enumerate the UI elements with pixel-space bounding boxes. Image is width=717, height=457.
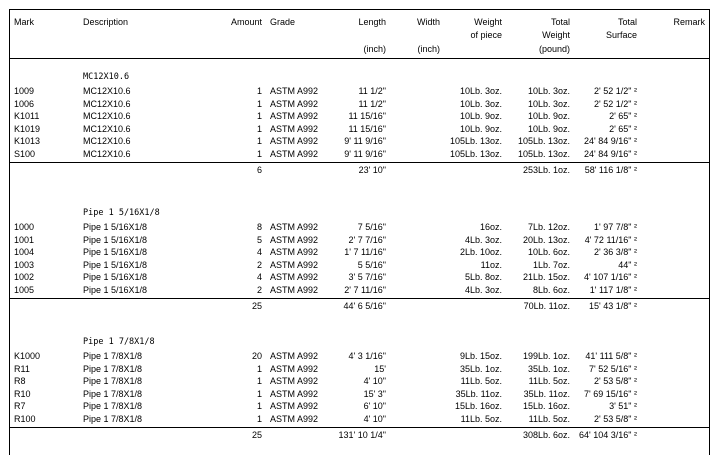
subtotal-length: 131' 10 1/4" xyxy=(338,430,386,440)
subtotal-divider xyxy=(10,162,709,163)
cell-grade: ASTM A992 xyxy=(270,123,319,134)
subtotal-total-surface: 64' 104 3/16" ² xyxy=(579,430,637,440)
cell-total-surface: 2' 52 1/2" ² xyxy=(594,86,637,96)
cell-mark: 1006 xyxy=(14,98,35,109)
cell-amount: 1 xyxy=(256,376,262,386)
cell-mark: 1009 xyxy=(14,86,35,96)
header-total-surface-line2: Surface xyxy=(605,30,637,40)
cell-mark: K1000 xyxy=(14,351,41,361)
cell-mark: K1013 xyxy=(14,136,41,146)
cell-description: Pipe 1 5/16X1/8 xyxy=(83,247,148,257)
cell-total-weight: 8Lb. 6oz. xyxy=(532,284,570,295)
cell-grade: ASTM A992 xyxy=(270,136,319,146)
cell-mark: 1003 xyxy=(14,259,35,270)
cell-length: 5 5/16" xyxy=(357,259,386,270)
cell-total-weight: 10Lb. 3oz. xyxy=(527,86,570,96)
cell-total-surface: 2' 53 5/8" ² xyxy=(594,376,637,386)
cell-grade: ASTM A992 xyxy=(270,86,319,96)
cell-amount: 1 xyxy=(256,401,262,411)
section-title: Pipe 1 5/16X1/8 xyxy=(83,208,160,218)
cell-total-weight: 105Lb. 13oz. xyxy=(517,148,570,159)
cell-amount: 1 xyxy=(256,111,262,121)
cell-description: MC12X10.6 xyxy=(83,111,131,121)
cell-grade: ASTM A992 xyxy=(270,401,319,411)
cell-total-surface: 2' 53 5/8" ² xyxy=(594,413,637,424)
cell-amount: 1 xyxy=(256,136,262,146)
cell-total-weight: 10Lb. 3oz. xyxy=(527,98,570,109)
cell-description: MC12X10.6 xyxy=(83,148,131,159)
cell-description: Pipe 1 5/16X1/8 xyxy=(83,284,148,295)
header-description: Description xyxy=(83,17,129,27)
cell-length: 1' 7 11/16" xyxy=(344,247,386,257)
cell-mark: R11 xyxy=(14,363,30,374)
cell-length: 11 1/2" xyxy=(358,86,386,96)
cell-weight: 10Lb. 3oz. xyxy=(459,98,502,109)
cell-grade: ASTM A992 xyxy=(270,272,319,282)
cell-mark: K1019 xyxy=(14,123,41,134)
cell-grade: ASTM A992 xyxy=(270,111,319,121)
header-total-weight-unit: (pound) xyxy=(538,44,570,54)
cell-length: 2' 7 11/16" xyxy=(344,284,386,295)
cell-mark: R100 xyxy=(14,413,36,424)
subtotal-length: 23' 10" xyxy=(358,165,386,175)
cell-length: 11 1/2" xyxy=(358,98,386,109)
cell-mark: R10 xyxy=(14,388,31,399)
cell-total-weight: 199Lb. 1oz. xyxy=(522,351,570,361)
cell-length: 11 15/16" xyxy=(348,123,386,134)
header-total-surface: Total xyxy=(617,17,637,27)
cell-total-weight: 11Lb. 5oz. xyxy=(528,376,570,386)
header-weight: Weight xyxy=(474,17,502,27)
cell-grade: ASTM A992 xyxy=(270,148,319,159)
cell-mark: 1000 xyxy=(14,222,35,232)
subtotal-total-surface: 58' 116 1/8" ² xyxy=(584,165,637,175)
cell-description: Pipe 1 7/8X1/8 xyxy=(83,401,143,411)
header-total-weight-line2: Weight xyxy=(542,30,570,40)
cell-amount: 4 xyxy=(256,272,262,282)
cell-description: Pipe 1 5/16X1/8 xyxy=(83,272,148,282)
cell-length: 9' 11 9/16" xyxy=(344,148,386,159)
cell-grade: ASTM A992 xyxy=(270,259,319,270)
subtotal-length: 44' 6 5/16" xyxy=(343,301,386,311)
section-title: MC12X10.6 xyxy=(83,72,130,82)
cell-weight: 9Lb. 15oz. xyxy=(459,351,502,361)
cell-total-weight: 11Lb. 5oz. xyxy=(528,413,570,424)
cell-weight: 2Lb. 10oz. xyxy=(459,247,502,257)
cell-length: 3' 5 7/16" xyxy=(348,272,386,282)
cell-total-surface: 1' 97 7/8" ² xyxy=(594,222,637,232)
cell-weight: 10Lb. 3oz. xyxy=(459,86,502,96)
cell-description: MC12X10.6 xyxy=(83,86,131,96)
cell-mark: 1005 xyxy=(14,284,35,295)
cell-length: 11 15/16" xyxy=(348,111,386,121)
cell-total-weight: 10Lb. 6oz. xyxy=(527,247,570,257)
cell-total-surface: 41' 111 5/8" ² xyxy=(585,351,637,361)
cell-grade: ASTM A992 xyxy=(270,376,319,386)
cell-total-surface: 2' 36 3/8" ² xyxy=(594,247,637,257)
cell-amount: 1 xyxy=(256,86,262,96)
cell-weight: 10Lb. 9oz. xyxy=(459,111,502,121)
cell-description: Pipe 1 7/8X1/8 xyxy=(83,376,143,386)
cell-grade: ASTM A992 xyxy=(270,388,319,399)
cell-total-surface: 24' 84 9/16" ² xyxy=(584,136,637,146)
cell-description: Pipe 1 5/16X1/8 xyxy=(83,222,148,232)
header-remark: Remark xyxy=(673,17,705,27)
subtotal-total-weight: 253Lb. 1oz. xyxy=(522,165,570,175)
cell-total-weight: 10Lb. 9oz. xyxy=(527,123,570,134)
cell-weight: 11Lb. 5oz. xyxy=(460,413,502,424)
subtotal-amount: 6 xyxy=(256,165,262,175)
cell-length: 6' 10" xyxy=(363,401,386,411)
cell-grade: ASTM A992 xyxy=(270,222,319,232)
cell-grade: ASTM A992 xyxy=(270,363,319,374)
report-table xyxy=(9,9,710,455)
cell-mark: R7 xyxy=(14,401,26,411)
cell-total-surface: 7' 52 5/16" ² xyxy=(589,363,637,374)
cell-length: 4' 10" xyxy=(363,376,386,386)
cell-total-weight: 35Lb. 1oz. xyxy=(527,363,570,374)
cell-grade: ASTM A992 xyxy=(270,413,319,424)
cell-total-weight: 20Lb. 13oz. xyxy=(522,234,570,245)
cell-weight: 105Lb. 13oz. xyxy=(449,136,502,146)
cell-description: Pipe 1 7/8X1/8 xyxy=(83,388,143,399)
table-header xyxy=(10,10,709,59)
cell-amount: 8 xyxy=(256,222,262,232)
cell-amount: 4 xyxy=(256,247,262,257)
subtotal-amount: 25 xyxy=(251,430,262,440)
cell-description: Pipe 1 7/8X1/8 xyxy=(83,351,143,361)
cell-mark: S100 xyxy=(14,148,36,159)
cell-length: 15' 3" xyxy=(363,388,386,399)
cell-mark: K1011 xyxy=(14,111,40,121)
cell-description: MC12X10.6 xyxy=(83,136,131,146)
cell-amount: 1 xyxy=(256,363,262,374)
cell-amount: 1 xyxy=(256,413,262,424)
header-width: Width xyxy=(416,17,440,27)
subtotal-divider xyxy=(10,427,709,428)
subtotal-total-surface: 15' 43 1/8" ² xyxy=(589,301,637,311)
cell-amount: 2 xyxy=(256,259,262,270)
cell-weight: 10Lb. 9oz. xyxy=(459,123,502,134)
header-length-unit: (inch) xyxy=(363,44,386,54)
cell-description: MC12X10.6 xyxy=(83,123,131,134)
header-weight-line2: of piece xyxy=(470,30,502,40)
cell-total-surface: 24' 84 9/16" ² xyxy=(584,148,637,159)
cell-weight: 16oz. xyxy=(479,222,502,232)
cell-mark: 1002 xyxy=(14,272,35,282)
cell-weight: 4Lb. 3oz. xyxy=(464,234,502,245)
cell-weight: 35Lb. 1oz. xyxy=(459,363,502,374)
cell-length: 4' 3 1/16" xyxy=(348,351,386,361)
cell-grade: ASTM A992 xyxy=(270,351,319,361)
cell-description: Pipe 1 7/8X1/8 xyxy=(83,363,143,374)
cell-total-weight: 10Lb. 9oz. xyxy=(527,111,570,121)
cell-amount: 2 xyxy=(256,284,262,295)
header-grade: Grade xyxy=(270,17,296,27)
cell-grade: ASTM A992 xyxy=(270,98,319,109)
cell-description: MC12X10.6 xyxy=(83,98,131,109)
cell-weight: 11Lb. 5oz. xyxy=(460,376,502,386)
cell-mark: R8 xyxy=(14,376,26,386)
subtotal-divider xyxy=(10,298,709,299)
subtotal-total-weight: 308Lb. 6oz. xyxy=(522,430,570,440)
cell-grade: ASTM A992 xyxy=(270,234,319,245)
cell-amount: 20 xyxy=(251,351,262,361)
cell-length: 2' 7 7/16" xyxy=(348,234,386,245)
cell-total-surface: 2' 65" ² xyxy=(609,111,637,121)
cell-mark: 1004 xyxy=(14,247,35,257)
cell-total-surface: 44" ² xyxy=(618,259,637,270)
cell-total-surface: 4' 107 1/16" ² xyxy=(584,272,637,282)
header-width-unit: (inch) xyxy=(417,44,440,54)
cell-amount: 1 xyxy=(256,98,262,109)
cell-total-weight: 7Lb. 12oz. xyxy=(527,222,570,232)
cell-amount: 1 xyxy=(256,123,262,134)
cell-description: Pipe 1 5/16X1/8 xyxy=(83,259,148,270)
cell-description: Pipe 1 5/16X1/8 xyxy=(83,234,148,245)
cell-total-weight: 15Lb. 16oz. xyxy=(522,401,570,411)
cell-length: 7 5/16" xyxy=(357,222,386,232)
cell-grade: ASTM A992 xyxy=(270,284,319,295)
header-mark: Mark xyxy=(14,17,34,27)
cell-total-weight: 105Lb. 13oz. xyxy=(517,136,570,146)
cell-description: Pipe 1 7/8X1/8 xyxy=(83,413,143,424)
cell-weight: 4Lb. 3oz. xyxy=(464,284,502,295)
cell-mark: 1001 xyxy=(14,234,35,245)
header-total-weight: Total xyxy=(550,17,570,27)
cell-weight: 15Lb. 16oz. xyxy=(454,401,502,411)
cell-amount: 1 xyxy=(256,148,262,159)
cell-amount: 1 xyxy=(256,388,262,399)
cell-total-weight: 1Lb. 7oz. xyxy=(532,259,570,270)
section-title: Pipe 1 7/8X1/8 xyxy=(83,337,155,347)
cell-weight: 5Lb. 8oz. xyxy=(464,272,502,282)
cell-total-surface: 1' 117 1/8" ² xyxy=(589,284,637,295)
cell-weight: 11oz. xyxy=(480,259,502,270)
cell-total-weight: 35Lb. 11oz. xyxy=(523,388,570,399)
header-amount: Amount xyxy=(230,17,262,27)
cell-total-surface: 4' 72 11/16" ² xyxy=(584,234,637,245)
cell-amount: 5 xyxy=(256,234,262,245)
cell-length: 9' 11 9/16" xyxy=(344,136,386,146)
header-length: Length xyxy=(358,17,386,27)
cell-length: 4' 10" xyxy=(363,413,386,424)
cell-total-surface: 2' 65" ² xyxy=(609,123,637,134)
cell-total-surface: 2' 52 1/2" ² xyxy=(594,98,637,109)
subtotal-amount: 25 xyxy=(251,301,262,311)
cell-length: 15' xyxy=(374,363,386,374)
cell-total-surface: 7' 69 15/16" ² xyxy=(584,388,637,399)
cell-grade: ASTM A992 xyxy=(270,247,319,257)
cell-weight: 105Lb. 13oz. xyxy=(449,148,502,159)
cell-weight: 35Lb. 11oz. xyxy=(455,388,502,399)
cell-total-weight: 21Lb. 15oz. xyxy=(522,272,570,282)
cell-total-surface: 3' 51" ² xyxy=(609,401,637,411)
subtotal-total-weight: 70Lb. 11oz. xyxy=(523,301,570,311)
